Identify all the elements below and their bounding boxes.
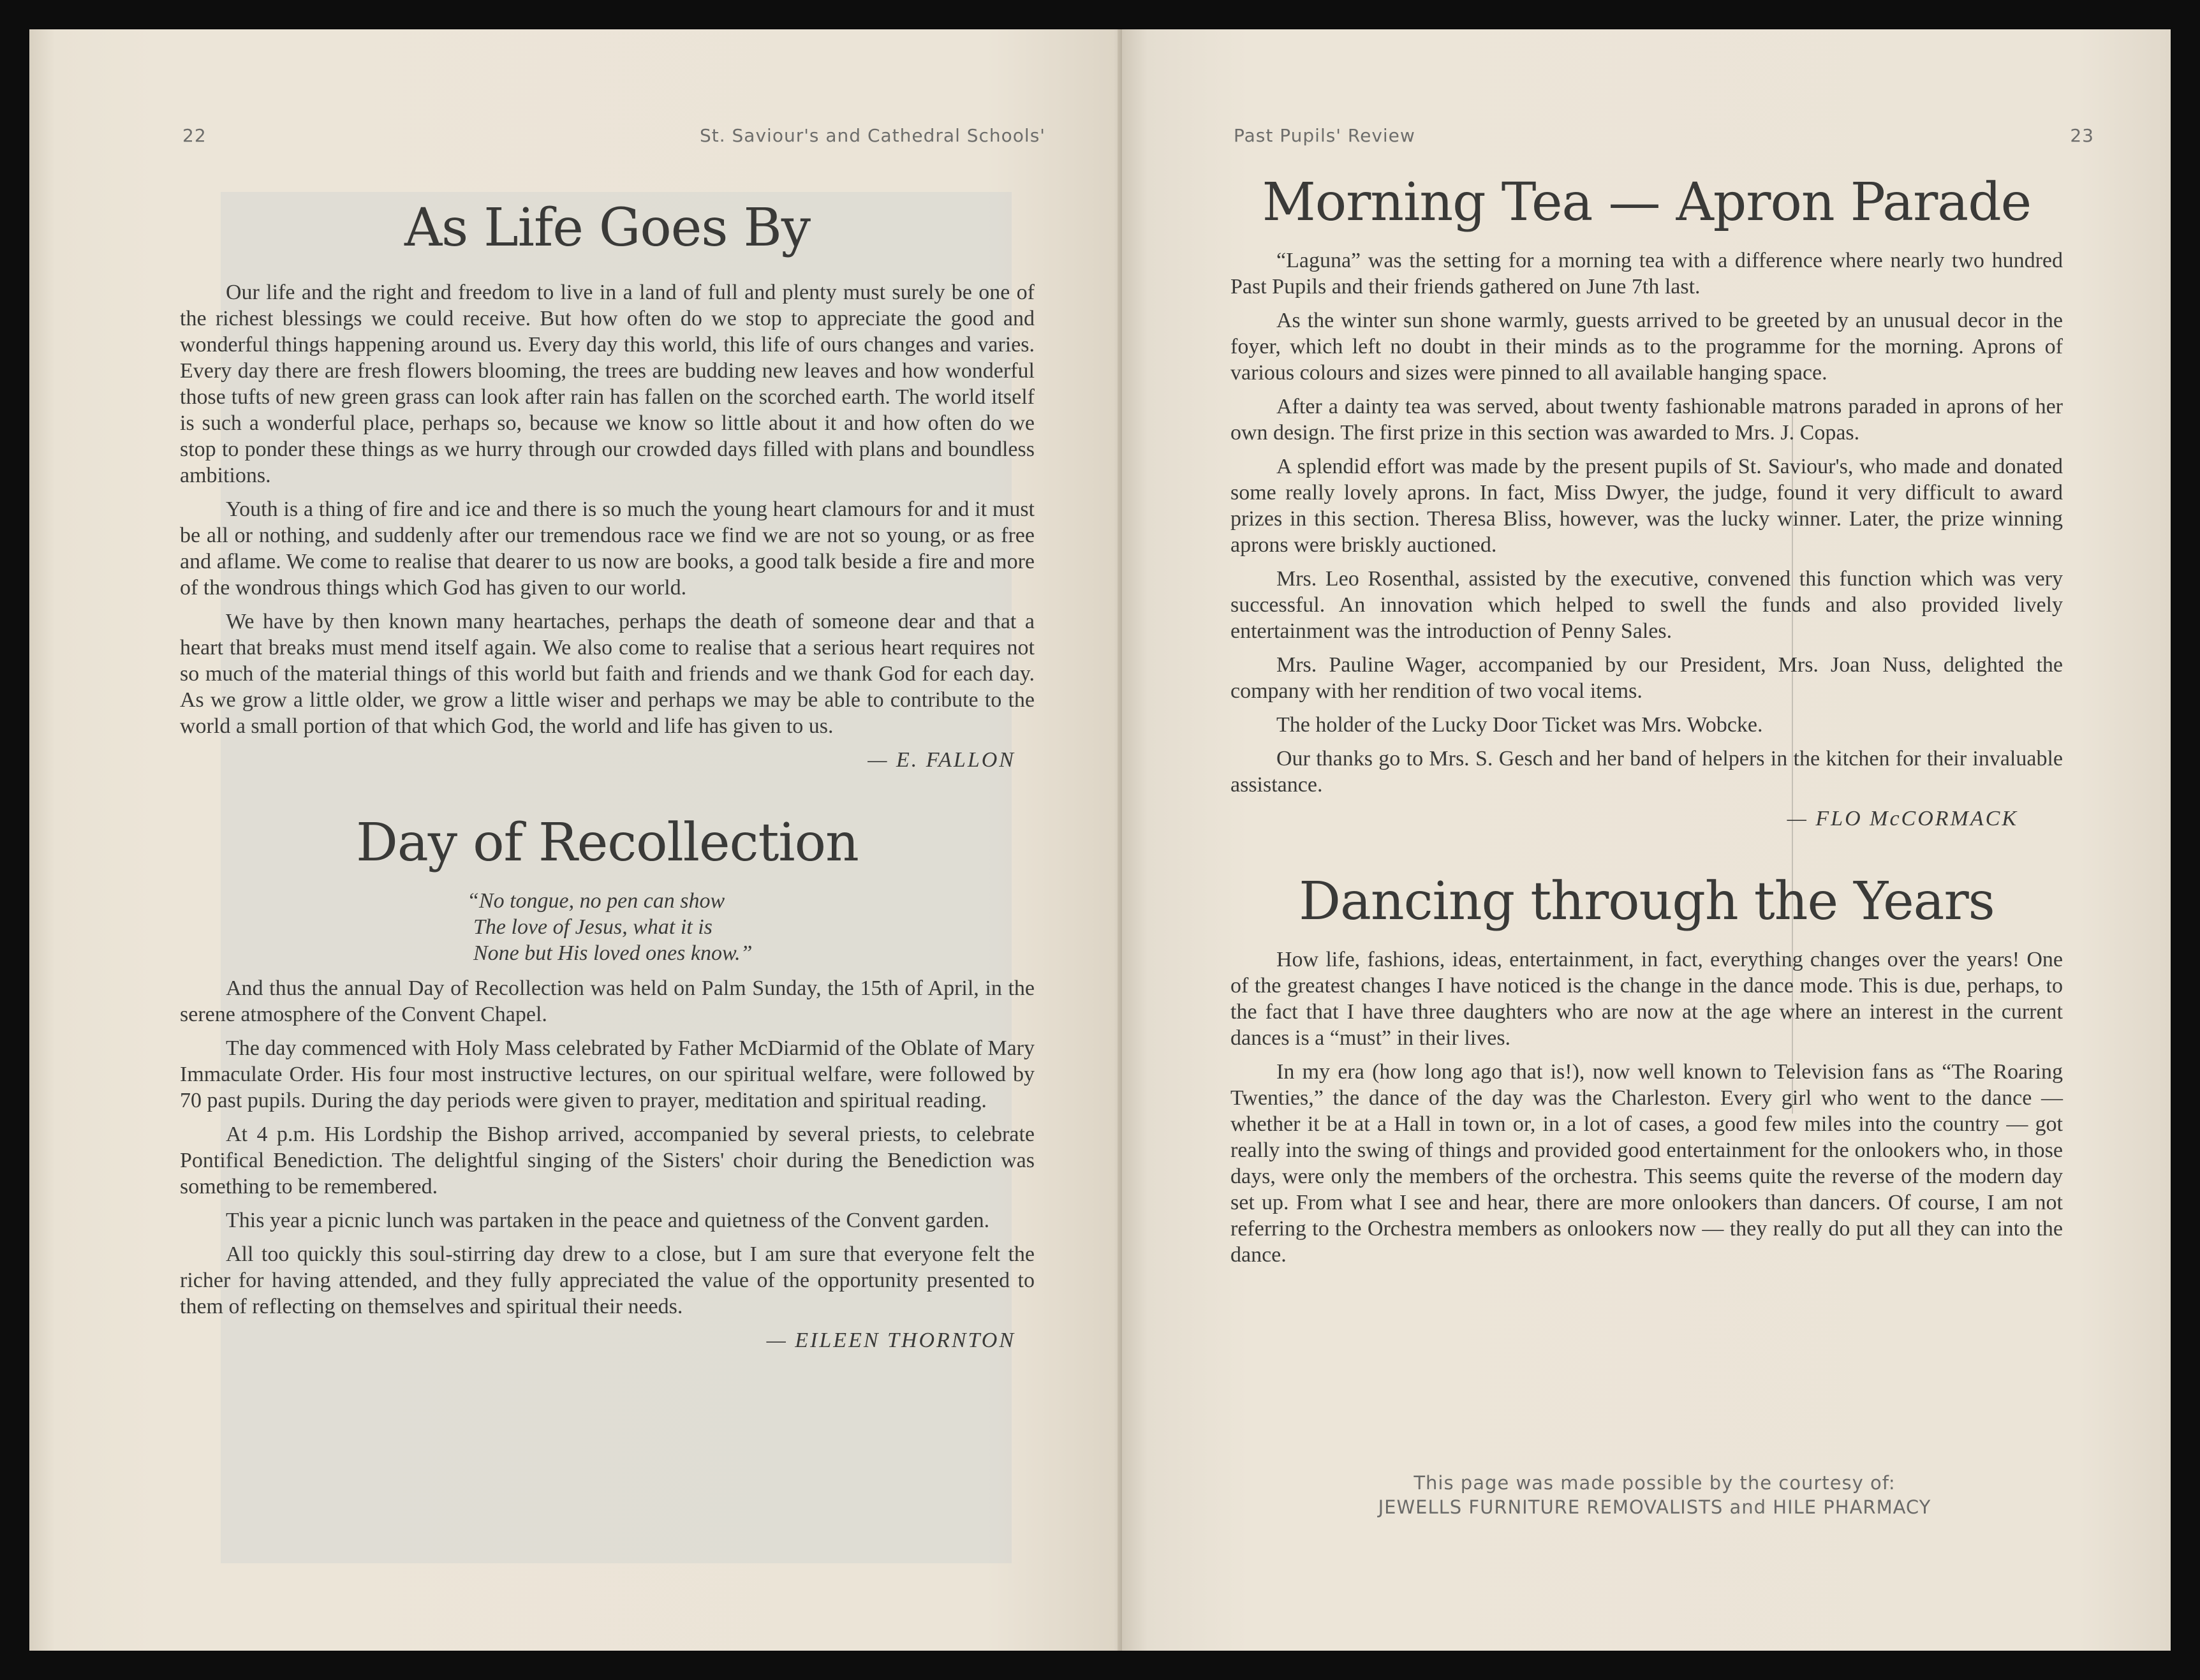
paragraph: The holder of the Lucky Door Ticket was Mrs. Wobcke. — [1276, 713, 1763, 737]
running-head: Past Pupils' Review — [1234, 125, 1415, 146]
paragraph: A splendid effort was made by the present pupils of St. Saviour's, who made and donated some really lovely aprons. In fact, Miss Dwyer, the judge, found it very difficult to award prizes in this section. Theresa Bliss, however, was the lucky winner. Later, the prize winning aprons were briskly auctioned. — [1230, 455, 2063, 557]
paragraph: This year a picnic lunch was partaken in the peace and quietness of the Convent garden. — [226, 1209, 990, 1232]
right-page — [1122, 29, 2171, 1651]
paragraph: At 4 p.m. His Lordship the Bishop arrived, accompanied by several priests, to celebrate Pontifical Benediction. The delightful singing of the Sisters' choir during the Benediction was something to be remembered. — [180, 1123, 1035, 1198]
sponsor-footer — [1186, 1471, 2123, 1519]
verse — [180, 888, 1035, 966]
paragraph: In my era (how long ago that is!), now well known to Television fans as “The Roaring Twenties,” the dance of the day was the Charleston. Every girl who went to the dance — whether it be at a Hall in town or, in a lot of cases, a good few miles into the country — got really into the swing of things and provided good entertainment for the onlookers who, in those days, were only the members of the orchestra. This seems quite the reverse of the modern day set up. From what I see and hear, there are more onlookers than dancers. Of course, I am not referring to the Orchestra members as onlookers now — they really do put all they can into the dance. — [1230, 1060, 2063, 1267]
verse-line: None but His loved ones know.” — [473, 941, 753, 965]
signature: — E. FALLON — [867, 748, 1015, 772]
article-title: Day of Recollection — [356, 813, 859, 873]
article-as-life-goes-by — [180, 196, 1035, 1353]
paragraph: Our thanks go to Mrs. S. Gesch and her band of helpers in the kitchen for their invaluable assistance. — [1230, 747, 2063, 797]
paragraph: After a dainty tea was served, about twenty fashionable matrons paraded in aprons of her own design. The first prize in this section was awarded to Mrs. J. Copas. — [1230, 395, 2063, 445]
article-morning-tea-apron-parade — [1230, 171, 2063, 1276]
paragraph: We have by then known many heartaches, perhaps the death of someone dear and that a heart that breaks must mend itself again. We also come to realise that a serious heart requires not so much of the material things of this world but faith and friends and we thank God for each day. As we grow a little older, we grow a little wiser and perhaps we may be able to contribute to the world a small portion of that which God, the world and life has given to us. — [180, 610, 1035, 738]
running-head: St. Saviour's and Cathedral Schools' — [699, 125, 1045, 146]
signature: — EILEEN THORNTON — [766, 1329, 1015, 1352]
page-number: 23 — [2070, 125, 2094, 146]
paragraph: Our life and the right and freedom to live in a land of full and plenty must surely be one of the richest blessings we could receive. But how often do we stop to appreciate the good and wonderful things happening around us. Every day this world, this life of ours changes and varies. Every day there are fresh flowers blooming, the trees are budding new leaves and how wonderful those tufts of new green grass can look after rain has fallen on the scorched earth. The world itself is such a wonderful place, perhaps so, because we know so little about it and how often do we stop to ponder these things as we hurry through our crowded days filled with plans and boundless ambitions. — [180, 281, 1035, 487]
signature: — FLO McCORMACK — [1787, 807, 2018, 830]
page-number: 22 — [182, 125, 207, 146]
article-title: Dancing through the Years — [1299, 871, 1995, 932]
footer-line: This page was made possible by the courtesy of: — [1414, 1472, 1896, 1494]
article-title: Morning Tea — Apron Parade — [1262, 172, 2032, 233]
left-page — [29, 29, 1122, 1651]
paragraph: Youth is a thing of fire and ice and there is so much the young heart clamours for and it must be all or nothing, and suddenly after our tremendous race we find we are not so young, or as free and aflame. We come to realise that dearer to us now are books, a good talk beside a fire and more of the wondrous things which God has given to our world. — [180, 497, 1035, 600]
paragraph: Mrs. Leo Rosenthal, assisted by the executive, convened this function which was very successful. An innovation which helped to swell the funds and also provided lively entertainment was the introduction of Penny Sales. — [1230, 567, 2063, 643]
paragraph: The day commenced with Holy Mass celebrated by Father McDiarmid of the Oblate of Mary Immaculate Order. His four most instructive lectures, on our spiritual welfare, were followed by 70 past pupils. During the day periods were given to prayer, meditation and spiritual reading. — [180, 1036, 1035, 1112]
article-title: As Life Goes By — [404, 198, 811, 258]
paragraph: “Laguna” was the setting for a morning tea with a difference where nearly two hundred Past Pupils and their friends gathered on June 7th last. — [1230, 249, 2063, 298]
verse-line: The love of Jesus, what it is — [473, 915, 712, 939]
footer-line: JEWELLS FURNITURE REMOVALISTS and HILE PHARMACY — [1378, 1496, 1931, 1518]
paragraph: Mrs. Pauline Wager, accompanied by our President, Mrs. Joan Nuss, delighted the company with her rendition of two vocal items. — [1230, 653, 2063, 703]
paragraph: And thus the annual Day of Recollection was held on Palm Sunday, the 15th of April, in the serene atmosphere of the Convent Chapel. — [180, 976, 1035, 1026]
paragraph: All too quickly this soul-stirring day drew to a close, but I am sure that everyone felt the richer for having attended, and they fully appreciated the value of the opportunity presented to them of reflecting on themselves and spiritual their needs. — [180, 1242, 1035, 1318]
paragraph: How life, fashions, ideas, entertainment, in fact, everything changes over the years! One of the greatest changes I have noticed is the change in the dance mode. This is due, perhaps, to the fact that I have three daughters who are now at the age where an interest in the current dances is a “must” in their lives. — [1230, 948, 2063, 1050]
paragraph: As the winter sun shone warmly, guests arrived to be greeted by an unusual decor in the foyer, which left no doubt in their minds as to the programme for the morning. Aprons of various colours and sizes were pinned to all available hanging space. — [1230, 309, 2063, 385]
verse-line: “No tongue, no pen can show — [467, 889, 725, 913]
